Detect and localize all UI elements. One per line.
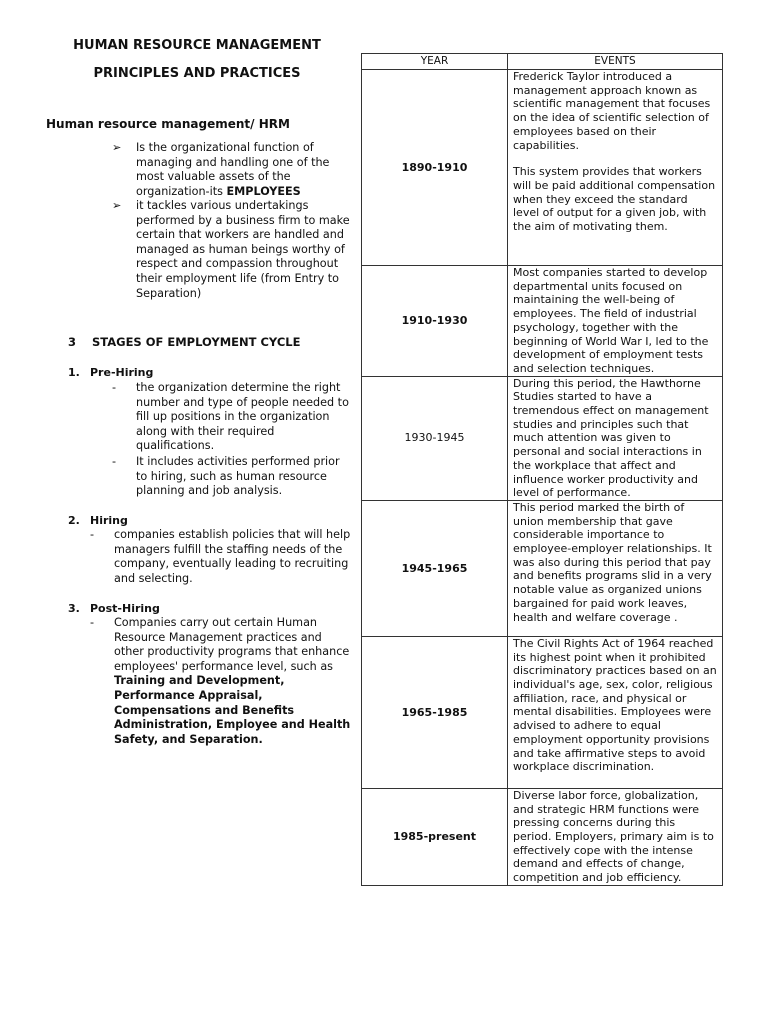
stage-item-text: It includes activities performed prior to hiring, such as human resource planning and job analysis. <box>136 455 340 498</box>
year-cell: 1965-1985 <box>362 636 508 788</box>
dash-bullet: - <box>90 528 95 541</box>
table-row <box>362 376 723 500</box>
dash-bullet: - <box>112 381 117 394</box>
event-text: This system provides that workers will be paid additional compensation when they exceed the standard level of output for a given job, with the aim of motivating them. <box>513 165 716 234</box>
stages-heading-text: STAGES OF EMPLOYMENT CYCLE <box>92 335 301 349</box>
stage-name: Pre-Hiring <box>90 366 154 379</box>
event-cell: Most companies started to develop departmental units focused on maintaining the well-being of employees. The field of industrial psychology, together with the beginning of World War I, led to the development of employment tests and selection techniques. <box>508 266 723 377</box>
hrm-bullet-1 <box>112 141 352 199</box>
table-row <box>362 788 723 885</box>
year-cell: 1985-present <box>362 788 508 885</box>
event-cell: This period marked the birth of union membership that gave considerable importance to employee-employer relationships. It was also during this period that pay and benefits programs slid in a very notable value as organized unions bargained for paid work leaves, health and welfare coverage . <box>508 500 723 636</box>
dash-bullet: - <box>112 455 117 468</box>
arrow-bullet-icon: ➢ <box>112 199 122 212</box>
event-cell: Diverse labor force, globalization, and strategic HRM functions were pressing concerns during this period. Employers, primary aim is to effectively cope with the intense demand and effects of change, competition and job efficiency. <box>508 788 723 885</box>
hrm-bullet-2 <box>112 199 352 301</box>
table-row <box>362 266 723 377</box>
event-cell: The Civil Rights Act of 1964 reached its highest point when it prohibited discriminatory practices based on an individual's age, sex, color, religious affiliation, race, and physical or mental disabilities. Employees were advised to adhere to equal employment opportunity provisions and take affirmative steps to avoid workplace discrimination. <box>508 636 723 788</box>
year-cell: 1930-1945 <box>362 376 508 500</box>
left-column <box>0 0 360 1024</box>
table-row <box>362 70 723 266</box>
column-header-events: EVENTS <box>508 54 723 70</box>
table-header-row <box>362 54 723 70</box>
arrow-bullet-icon: ➢ <box>112 141 122 154</box>
stage-item <box>112 455 352 499</box>
table-row <box>362 636 723 788</box>
stages-number: 3 <box>68 335 77 349</box>
year-cell: 1910-1930 <box>362 266 508 377</box>
stage-item-text-bold: Training and Development, Performance Appraisal, Compensations and Benefits Administration, Employee and Health Safety, and Separation. <box>114 674 351 746</box>
stage-item <box>112 381 352 454</box>
stage-item <box>90 616 352 747</box>
stage-name: Hiring <box>90 514 128 527</box>
stages-heading <box>68 335 300 349</box>
stage-number: 3. <box>68 602 80 615</box>
stage-number: 2. <box>68 514 80 527</box>
history-table <box>361 53 723 886</box>
document-title: HUMAN RESOURCE MANAGEMENT <box>73 38 321 53</box>
section-heading-hrm: Human resource management/ HRM <box>46 117 290 131</box>
stage-heading-post-hiring <box>68 602 160 615</box>
bullet-text: it tackles various undertakings performed by a business firm to make certain that workers are handled and managed as human beings worthy of respect and compassion throughout their employment life (from Entry to Separation) <box>136 199 350 300</box>
stage-heading-hiring <box>68 514 128 527</box>
event-text: Frederick Taylor introduced a management approach known as scientific management that focuses on the idea of scientific selection of employees based on their capabilities. <box>513 70 711 152</box>
column-header-year: YEAR <box>362 54 508 70</box>
stage-heading-pre-hiring <box>68 366 153 379</box>
stage-item-text: companies establish policies that will help managers fulfill the staffing needs of the company, eventually leading to recruiting and selecting. <box>114 528 351 585</box>
table-row <box>362 500 723 636</box>
document-subtitle: PRINCIPLES AND PRACTICES <box>93 66 301 81</box>
stage-name: Post-Hiring <box>90 602 160 615</box>
bullet-text: Is the organizational function of managing and handling one of the most valuable assets of the organization-its EMPLOYEES <box>136 141 330 198</box>
stage-item-text: the organization determine the right number and type of people needed to fill up positions in the organization along with their required qualifications. <box>136 381 349 453</box>
year-cell: 1890-1910 <box>362 70 508 266</box>
dash-bullet: - <box>90 616 95 629</box>
stage-number: 1. <box>68 366 80 379</box>
year-cell: 1945-1965 <box>362 500 508 636</box>
bullet-text-bold: EMPLOYEES <box>226 184 301 198</box>
stage-item <box>90 528 352 586</box>
event-cell <box>508 70 723 266</box>
event-cell: During this period, the Hawthorne Studies started to have a tremendous effect on management studies and principles such that much attention was given to personal and social interactions in the workplace that affect and influence worker productivity and level of performance. <box>508 376 723 500</box>
stage-item-text: Companies carry out certain Human Resource Management practices and other productivity programs that enhance employees' performance level, such as Training and Development, Performance Appraisal, Compensations and Benefits Administration, Employee and Health Safety, and Separation. <box>114 616 351 746</box>
